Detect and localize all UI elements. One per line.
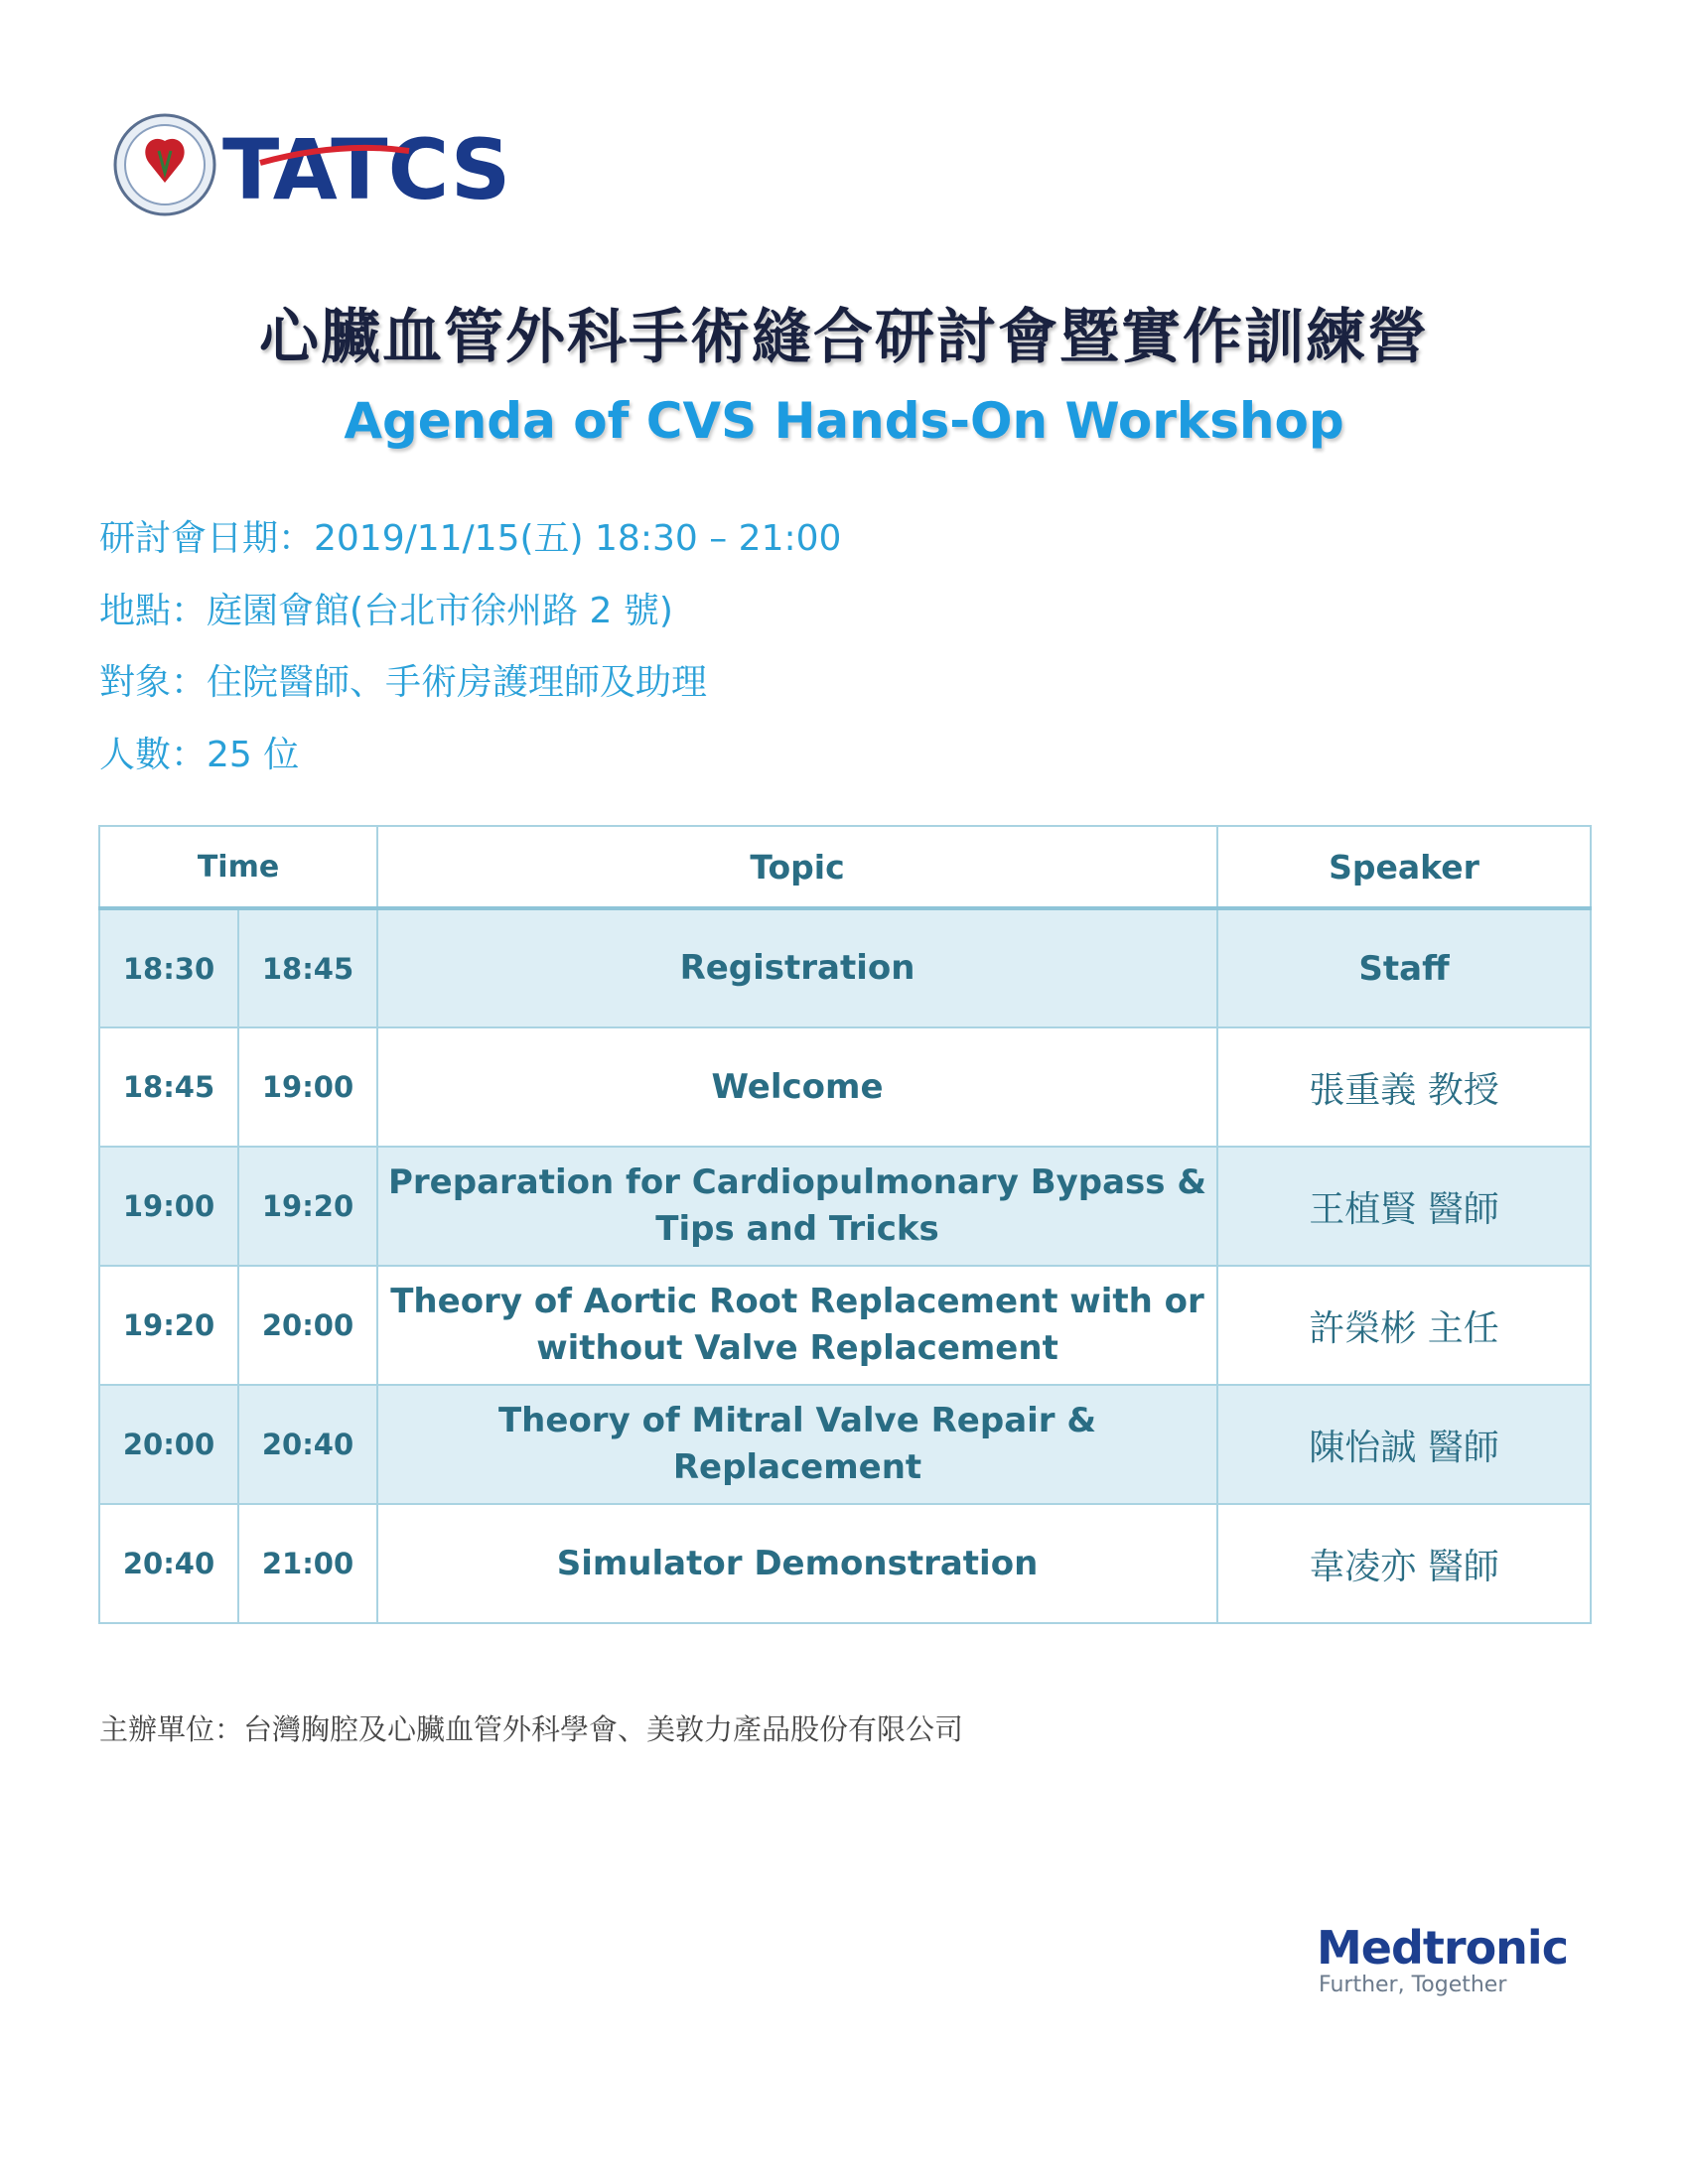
- table-row: [99, 1147, 1591, 1266]
- speaker: Staff: [1217, 908, 1591, 1027]
- end-time: 18:45: [238, 908, 377, 1027]
- header-topic: Topic: [377, 826, 1217, 908]
- header-speaker: Speaker: [1217, 826, 1591, 908]
- sponsor-name: Medtronic: [1317, 1921, 1568, 1975]
- table-row: [99, 1027, 1591, 1147]
- topic-line: Tips and Tricks: [655, 1209, 939, 1249]
- event-count: 人數：25 位: [99, 735, 300, 775]
- start-time: 18:30: [99, 908, 238, 1027]
- logo-text: TATCS: [222, 121, 508, 218]
- agenda-table: [98, 825, 1592, 1624]
- header-time: Time: [99, 826, 377, 908]
- end-time: 20:40: [238, 1385, 377, 1504]
- topic-line: Theory of Aortic Root Replacement with or: [390, 1282, 1204, 1321]
- event-place: 地點：庭園會館(台北市徐州路 2 號): [99, 591, 673, 631]
- speaker: 王植賢 醫師: [1217, 1147, 1591, 1266]
- event-date: 研討會日期：2019/11/15(五) 18:30 – 21:00: [99, 518, 842, 559]
- start-time: 20:00: [99, 1385, 238, 1504]
- end-time: 20:00: [238, 1266, 377, 1385]
- start-time: 18:45: [99, 1027, 238, 1147]
- topic-line: Theory of Mitral Valve Repair & Replacement: [497, 1401, 1097, 1487]
- page-title-en: Agenda of CVS Hands-On Workshop: [344, 392, 1344, 450]
- medtronic-logo: [1317, 1921, 1605, 2060]
- table-row: [99, 1504, 1591, 1623]
- topic: [377, 1027, 1217, 1147]
- event-target: 對象：住院醫師、手術房護理師及助理: [99, 662, 708, 703]
- topic-line: Simulator Demonstration: [556, 1543, 1039, 1583]
- speaker: 張重義 教授: [1217, 1027, 1591, 1147]
- end-time: 21:00: [238, 1504, 377, 1623]
- end-time: 19:00: [238, 1027, 377, 1147]
- topic: [377, 1385, 1217, 1504]
- table-row: [99, 1266, 1591, 1385]
- speaker: 陳怡誠 醫師: [1217, 1385, 1591, 1504]
- start-time: 19:20: [99, 1266, 238, 1385]
- topic: [377, 1147, 1217, 1266]
- organizer-text: 主辦單位：台灣胸腔及心臟血管外科學會、美敦力產品股份有限公司: [99, 1712, 964, 1746]
- start-time: 20:40: [99, 1504, 238, 1623]
- speaker: 許榮彬 主任: [1217, 1266, 1591, 1385]
- tatcs-logo: [111, 111, 508, 218]
- topic: [377, 908, 1217, 1027]
- table-row: [99, 908, 1591, 1027]
- speaker: 韋凌亦 醫師: [1217, 1504, 1591, 1623]
- topic-line: Welcome: [711, 1066, 884, 1107]
- start-time: 19:00: [99, 1147, 238, 1266]
- topic: [377, 1504, 1217, 1623]
- sponsor-tagline: Further, Together: [1319, 1973, 1507, 1997]
- topic: [377, 1266, 1217, 1385]
- topic-line: Preparation for Cardiopulmonary Bypass &: [387, 1162, 1207, 1202]
- topic-line: Registration: [679, 948, 915, 988]
- topic-line: without Valve Replacement: [536, 1328, 1058, 1368]
- table-row: [99, 1385, 1591, 1504]
- page-title-zh: 心臟血管外科手術縫合研討會暨實作訓練營: [259, 303, 1429, 372]
- end-time: 19:20: [238, 1147, 377, 1266]
